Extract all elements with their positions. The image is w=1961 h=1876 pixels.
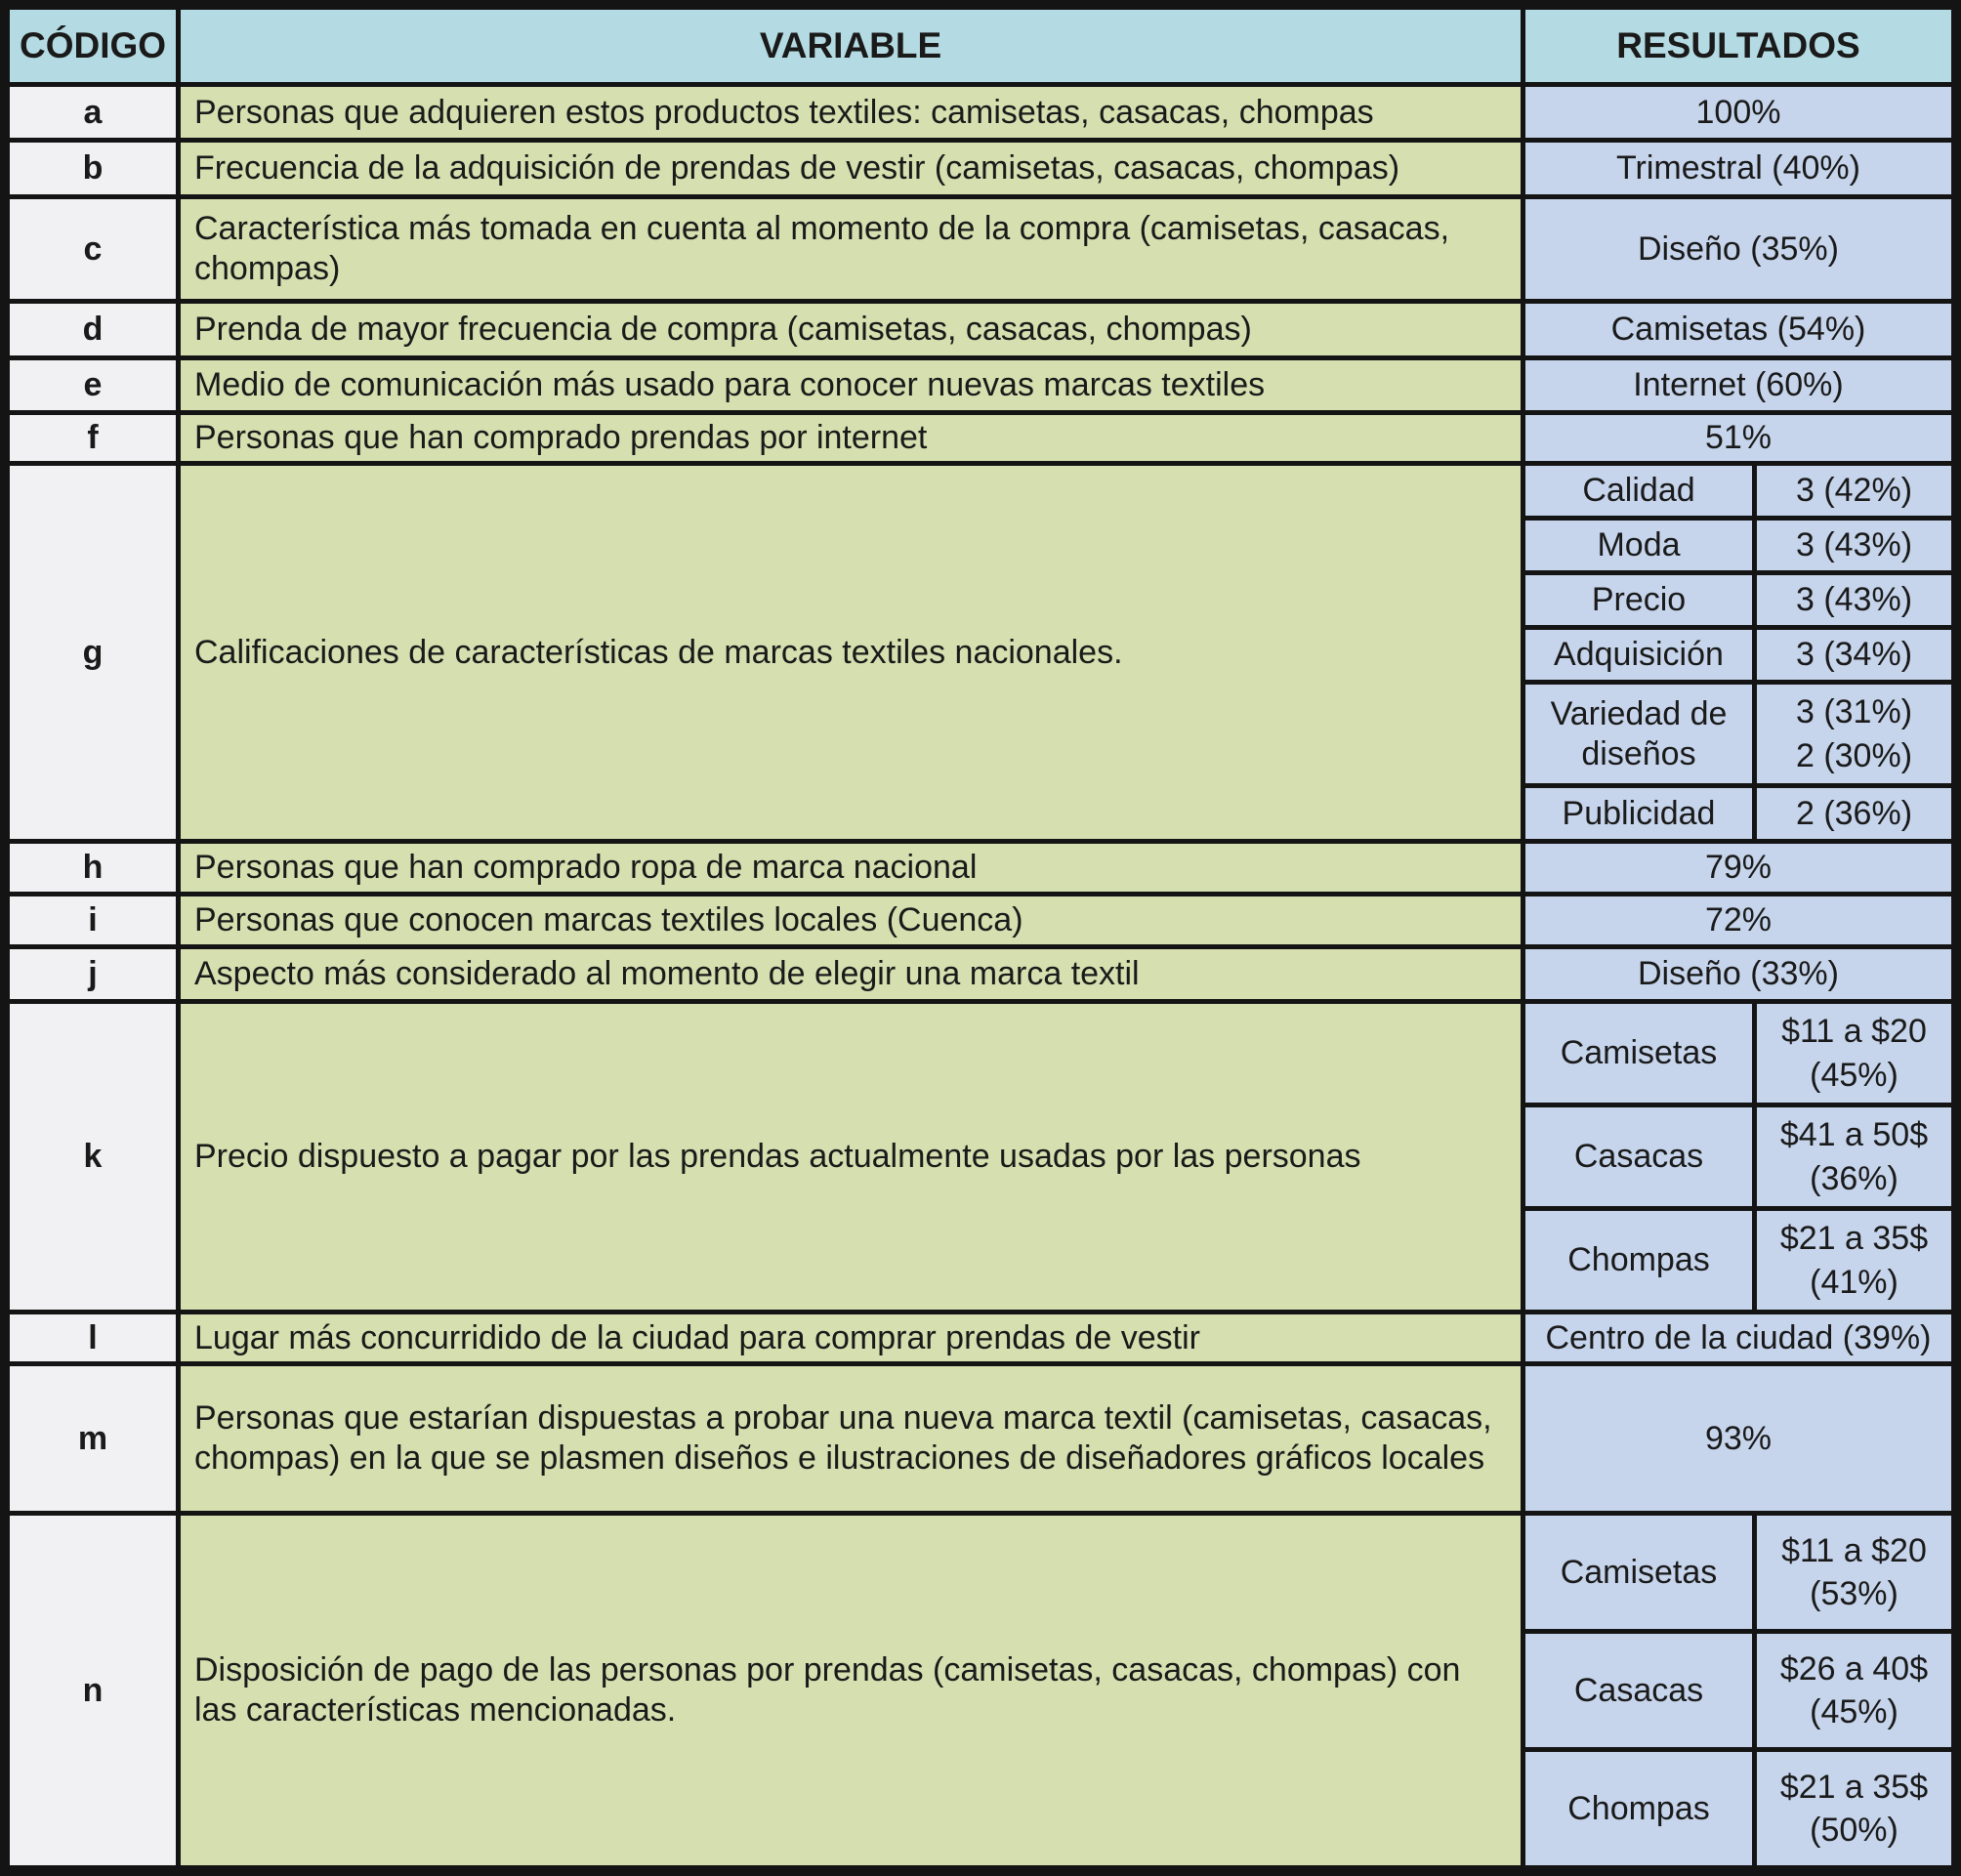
sub-value-variedad — [1757, 685, 1951, 783]
variable-cell-m: Personas que estarían dispuestas a probar una nueva marca textil (camisetas, casacas, chompas) en la que se plasmen diseños e ilustraciones de diseñadores gráficos locales — [181, 1366, 1521, 1511]
sub-row-moda — [1525, 521, 1951, 570]
sub-value-n-casacas — [1757, 1634, 1951, 1747]
variable-cell-c: Característica más tomada en cuenta al momento de la compra (camisetas, casacas, chompas) — [181, 199, 1521, 299]
sub-value-k-chompas-line2: (41%) — [1810, 1263, 1898, 1301]
sub-value-variedad-line1: 3 (31%) — [1795, 693, 1913, 731]
sub-value-k-camisetas — [1757, 1004, 1951, 1103]
table-row-d — [10, 304, 1951, 355]
sub-label-n-camisetas: Camisetas — [1525, 1516, 1752, 1629]
result-subtable-n — [1525, 1516, 1951, 1865]
table-row-n — [10, 1516, 1951, 1865]
variable-cell-g: Calificaciones de características de marcas textiles nacionales. — [181, 466, 1521, 839]
sub-label-n-casacas: Casacas — [1525, 1634, 1752, 1747]
header-variable-cell: VARIABLE — [181, 10, 1521, 82]
variable-cell-l: Lugar más concurridido de la ciudad para comprar prendas de vestir — [181, 1314, 1521, 1361]
variable-cell-i: Personas que conocen marcas textiles locales (Cuenca) — [181, 896, 1521, 944]
result-cell-m: 93% — [1525, 1366, 1951, 1511]
code-cell-k: k — [10, 1004, 176, 1310]
sub-label-k-casacas: Casacas — [1525, 1107, 1752, 1206]
variable-cell-f: Personas que han comprado prendas por internet — [181, 415, 1521, 461]
sub-row-k-casacas — [1525, 1107, 1951, 1206]
sub-row-adquisicion — [1525, 630, 1951, 680]
sub-label-calidad: Calidad — [1525, 466, 1752, 516]
variable-cell-n: Disposición de pago de las personas por prendas (camisetas, casacas, chompas) con las características mencionadas. — [181, 1516, 1521, 1865]
result-cell-h: 79% — [1525, 844, 1951, 892]
result-cell-e: Internet (60%) — [1525, 360, 1951, 410]
sub-label-k-camisetas: Camisetas — [1525, 1004, 1752, 1103]
sub-value-adquisicion: 3 (34%) — [1757, 630, 1951, 680]
sub-row-k-chompas — [1525, 1211, 1951, 1310]
sub-value-k-camisetas-line2: (45%) — [1810, 1056, 1898, 1094]
result-subtable-g — [1525, 466, 1951, 839]
variable-cell-j: Aspecto más considerado al momento de elegir una marca textil — [181, 949, 1521, 999]
sub-value-n-camisetas-line2: (53%) — [1810, 1575, 1898, 1612]
sub-value-k-chompas — [1757, 1211, 1951, 1310]
table-row-j — [10, 949, 1951, 999]
sub-value-n-chompas — [1757, 1752, 1951, 1865]
code-cell-j: j — [10, 949, 176, 999]
code-cell-b: b — [10, 143, 176, 194]
table-row-g — [10, 466, 1951, 839]
table-row-b — [10, 143, 1951, 194]
code-cell-h: h — [10, 844, 176, 892]
sub-value-n-camisetas — [1757, 1516, 1951, 1629]
code-cell-c: c — [10, 199, 176, 299]
sub-value-n-casacas-line1: $26 a 40$ — [1779, 1649, 1929, 1688]
sub-value-calidad: 3 (42%) — [1757, 466, 1951, 516]
sub-row-k-camisetas — [1525, 1004, 1951, 1103]
table-row-f — [10, 415, 1951, 461]
sub-value-n-camisetas-line1: $11 a $20 — [1781, 1531, 1927, 1569]
variable-cell-d: Prenda de mayor frecuencia de compra (camisetas, casacas, chompas) — [181, 304, 1521, 355]
sub-label-precio: Precio — [1525, 575, 1752, 625]
table-header-row — [10, 10, 1951, 82]
table-row-k — [10, 1004, 1951, 1310]
sub-row-variedad — [1525, 685, 1951, 783]
result-cell-f: 51% — [1525, 415, 1951, 461]
sub-label-variedad: Variedad de diseños — [1525, 685, 1752, 783]
table-row-m — [10, 1366, 1951, 1511]
variable-cell-a: Personas que adquieren estos productos textiles: camisetas, casacas, chompas — [181, 87, 1521, 138]
sub-value-publicidad: 2 (36%) — [1757, 788, 1951, 839]
table-row-l — [10, 1314, 1951, 1361]
code-cell-l: l — [10, 1314, 176, 1361]
result-cell-j: Diseño (33%) — [1525, 949, 1951, 999]
result-cell-a: 100% — [1525, 87, 1951, 138]
sub-label-k-chompas: Chompas — [1525, 1211, 1752, 1310]
result-cell-c: Diseño (35%) — [1525, 199, 1951, 299]
code-cell-d: d — [10, 304, 176, 355]
result-cell-l: Centro de la ciudad (39%) — [1525, 1314, 1951, 1361]
code-cell-i: i — [10, 896, 176, 944]
table-row-i — [10, 896, 1951, 944]
table-row-h — [10, 844, 1951, 892]
sub-row-precio — [1525, 575, 1951, 625]
sub-label-adquisicion: Adquisición — [1525, 630, 1752, 680]
sub-value-moda: 3 (43%) — [1757, 521, 1951, 570]
sub-value-k-chompas-line1: $21 a 35$ — [1779, 1220, 1929, 1258]
variable-cell-k: Precio dispuesto a pagar por las prendas actualmente usadas por las personas — [181, 1004, 1521, 1310]
sub-label-n-chompas: Chompas — [1525, 1752, 1752, 1865]
sub-value-n-casacas-line2: (45%) — [1810, 1693, 1898, 1730]
variable-cell-b: Frecuencia de la adquisición de prendas de vestir (camisetas, casacas, chompas) — [181, 143, 1521, 194]
header-codigo-cell: CÓDIGO — [10, 10, 176, 82]
sub-row-publicidad — [1525, 788, 1951, 839]
variable-cell-e: Medio de comunicación más usado para conocer nuevas marcas textiles — [181, 360, 1521, 410]
sub-row-calidad — [1525, 466, 1951, 516]
sub-value-k-camisetas-line1: $11 a $20 — [1781, 1013, 1927, 1051]
header-resultados-cell: RESULTADOS — [1525, 10, 1951, 82]
code-cell-e: e — [10, 360, 176, 410]
sub-label-moda: Moda — [1525, 521, 1752, 570]
sub-row-n-chompas — [1525, 1752, 1951, 1865]
code-cell-f: f — [10, 415, 176, 461]
code-cell-a: a — [10, 87, 176, 138]
sub-value-variedad-line2: 2 (30%) — [1795, 736, 1913, 774]
variable-cell-h: Personas que han comprado ropa de marca nacional — [181, 844, 1521, 892]
code-cell-m: m — [10, 1366, 176, 1511]
table-row-a — [10, 87, 1951, 138]
sub-value-k-casacas — [1757, 1107, 1951, 1206]
result-cell-b: Trimestral (40%) — [1525, 143, 1951, 194]
sub-value-k-casacas-line1: $41 a 50$ — [1779, 1116, 1929, 1154]
result-subtable-k — [1525, 1004, 1951, 1310]
code-cell-n: n — [10, 1516, 176, 1865]
sub-row-n-camisetas — [1525, 1516, 1951, 1629]
table-row-c — [10, 199, 1951, 299]
sub-value-precio: 3 (43%) — [1757, 575, 1951, 625]
sub-value-n-chompas-line1: $21 a 35$ — [1779, 1768, 1929, 1806]
result-cell-d: Camisetas (54%) — [1525, 304, 1951, 355]
result-cell-i: 72% — [1525, 896, 1951, 944]
table-row-e — [10, 360, 1951, 410]
sub-value-k-casacas-line2: (36%) — [1810, 1159, 1898, 1197]
sub-label-publicidad: Publicidad — [1525, 788, 1752, 839]
sub-row-n-casacas — [1525, 1634, 1951, 1747]
code-cell-g: g — [10, 466, 176, 839]
sub-value-n-chompas-line2: (50%) — [1810, 1812, 1898, 1849]
